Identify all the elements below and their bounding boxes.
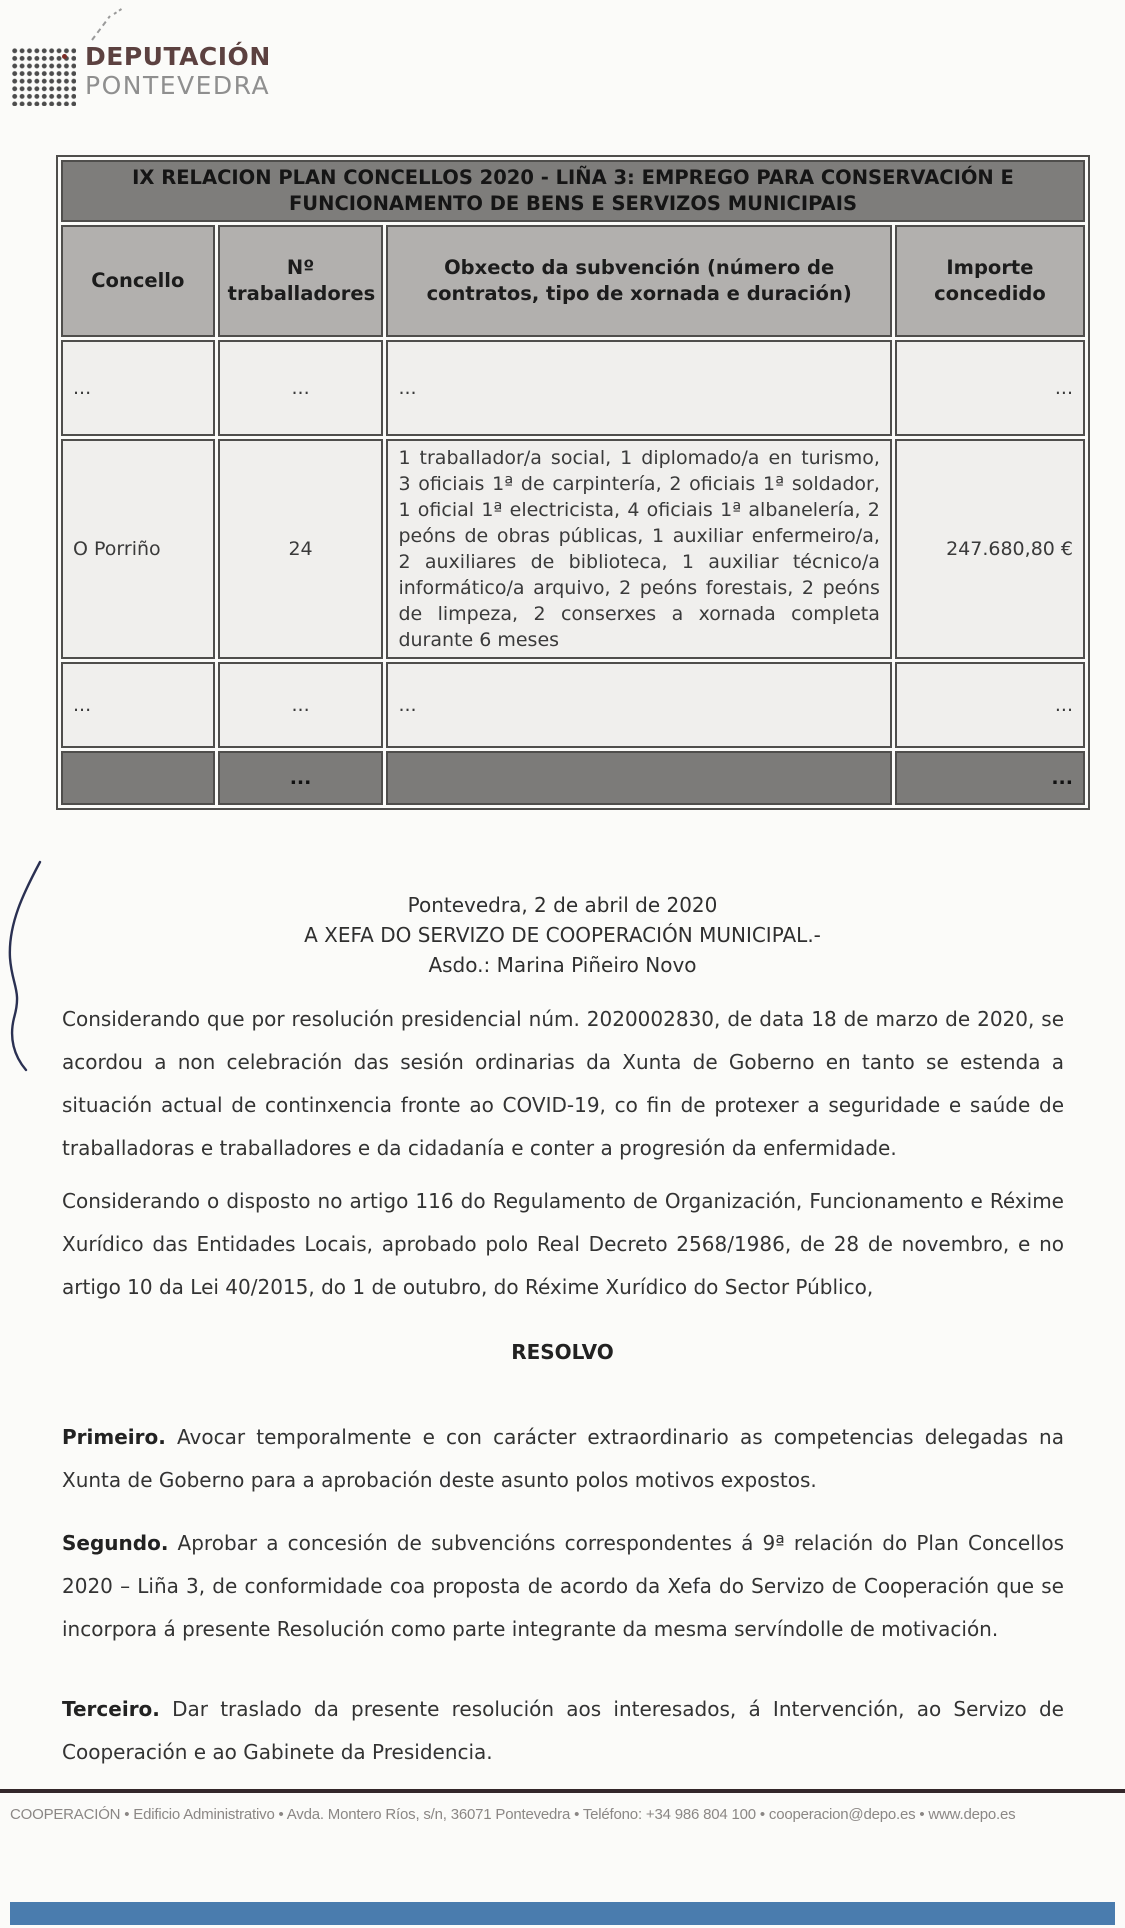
resolution-label: Segundo.	[62, 1531, 169, 1555]
date-line: Pontevedra, 2 de abril de 2020	[407, 893, 718, 917]
signed-line: Asdo.: Marina Piñeiro Novo	[428, 953, 697, 977]
table-title-row	[61, 160, 1085, 222]
cell-concello: ...	[61, 662, 215, 748]
col-header-obxecto: Obxecto da subvención (número de contratos, tipo de xornada e duración)	[386, 225, 891, 337]
cell-traballadores: 24	[218, 439, 384, 659]
cell-traballadores: ...	[218, 662, 384, 748]
logo-wordmark	[85, 44, 271, 98]
cell-obxecto: ...	[386, 340, 891, 436]
col-header-traballadores: Nº traballadores	[218, 225, 384, 337]
deputacion-pontevedra-logo	[10, 44, 271, 106]
table-row	[61, 439, 1085, 659]
table-total-row	[61, 751, 1085, 805]
paragraph-considerando-1: Considerando que por resolución presidencial núm. 2020002830, de data 18 de marzo de 2020, se acordou a non celebración das sesión ordinarias da Xunta de Goberno en tanto se estenda a situación actual de continxencia fronte ao COVID-19, co fin de protexer a seguridade e saúde de traballadoras e traballadores e da cidadanía e conter a progresión da enfermidade.	[62, 1007, 1064, 1160]
logo-line2: PONTEVEDRA	[85, 71, 271, 100]
total-cell-obxecto	[386, 751, 891, 805]
cell-importe: ...	[895, 662, 1085, 748]
signature-block	[0, 890, 1125, 980]
total-cell-importe: ...	[895, 751, 1085, 805]
resolution-primeiro	[62, 1416, 1064, 1502]
table-row	[61, 662, 1085, 748]
cell-obxecto: 1 traballador/a social, 1 diplomado/a en turismo, 3 oficiais 1ª de carpintería, 2 oficiais 1ª soldador, 1 oficial 1ª electricista, 4 oficiais 1ª albanelería, 2 peóns de obras públicas, 1 auxiliar enfermeiro/a, 2 auxiliares de biblioteca, 1 auxiliar técnico/a informático/a arquivo, 2 peóns forestais, 2 peóns de limpeza, 2 conserxes a xornada completa durante 6 meses	[386, 439, 891, 659]
col-header-concello: Concello	[61, 225, 215, 337]
pen-scribble-icon	[88, 6, 138, 46]
resolution-label: Primeiro.	[62, 1425, 166, 1449]
table-header-row	[61, 225, 1085, 337]
dot-grid-icon	[10, 46, 76, 106]
paragraph-considerando-2: Considerando o disposto no artigo 116 do Regulamento de Organización, Funcionamento e Réxime Xurídico das Entidades Locais, aprobado polo Real Decreto 2568/1986, de 28 de novembro, e no artigo 10 da Lei 40/2015, do 1 de outubro, do Réxime Xurídico do Sector Público,	[62, 1189, 1064, 1299]
resolution-text: Avocar temporalmente e con carácter extraordinario as competencias delegadas na Xunta de Goberno para a aprobación deste asunto polos motivos expostos.	[62, 1425, 1064, 1492]
cell-importe: ...	[895, 340, 1085, 436]
cell-importe: 247.680,80 €	[895, 439, 1085, 659]
resolution-terceiro	[62, 1688, 1064, 1774]
resolution-text: Dar traslado da presente resolución aos interesados, á Intervención, ao Servizo de Cooperación e ao Gabinete da Presidencia.	[62, 1697, 1064, 1764]
cell-traballadores: ...	[218, 340, 384, 436]
resolution-segundo	[62, 1522, 1064, 1651]
bottom-blue-bar	[10, 1902, 1115, 1925]
col-header-importe: Importe concedido	[895, 225, 1085, 337]
resolution-label: Terceiro.	[62, 1697, 160, 1721]
role-line: A XEFA DO SERVIZO DE COOPERACIÓN MUNICIPAL.-	[304, 923, 821, 947]
cell-concello: O Porriño	[61, 439, 215, 659]
table-title: IX RELACION PLAN CONCELLOS 2020 - LIÑA 3: EMPREGO PARA CONSERVACIÓN E FUNCIONAMENTO DE BENS E SERVIZOS MUNICIPAIS	[61, 160, 1085, 222]
resolution-text: Aprobar a concesión de subvencións correspondentes á 9ª relación do Plan Concellos 2020 – Liña 3, de conformidade coa proposta de acordo da Xefa do Servizo de Cooperación que se incorpora á presente Resolución como parte integrante da mesma servíndolle de motivación.	[62, 1531, 1064, 1641]
resolve-heading: RESOLVO	[511, 1340, 614, 1364]
accent-dot-icon	[62, 54, 67, 59]
cell-concello: ...	[61, 340, 215, 436]
logo-line1: DEPUTACIÓN	[85, 42, 271, 71]
cell-obxecto: ...	[386, 662, 891, 748]
table-row	[61, 340, 1085, 436]
total-cell-concello	[61, 751, 215, 805]
footer-rule	[0, 1789, 1125, 1793]
subvention-table	[56, 155, 1090, 810]
footer-contact-line: COOPERACIÓN • Edificio Administrativo • Avda. Montero Ríos, s/n, 36071 Pontevedra • Teléfono: +34 986 804 100 • cooperacion@depo.es • www.depo.es	[10, 1806, 1016, 1823]
total-cell-traballadores: ...	[218, 751, 384, 805]
